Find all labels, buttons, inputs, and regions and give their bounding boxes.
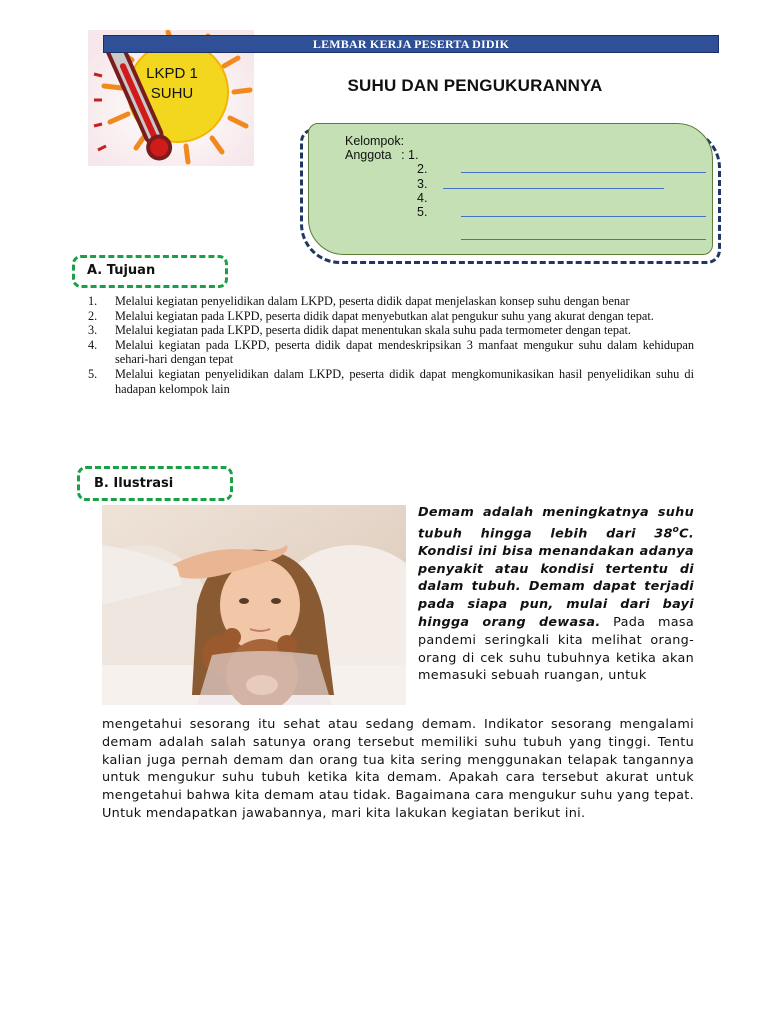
goal-text: Melalui kegiatan pada LKPD, peserta didik dapat menyebutkan alat pengukur suhu yang akurat dengan tepat. <box>115 308 654 323</box>
list-item <box>88 323 694 338</box>
group-fields <box>345 134 427 219</box>
goal-number: 2. <box>88 308 98 323</box>
sick-girl-photo <box>102 505 406 705</box>
fever-child-image-icon <box>102 505 406 705</box>
illustration-body-text: mengetahui sesorang itu sehat atau sedang demam. Indikator sesorang mengalami demam adalah salah satunya orang tersebut memiliki suhu tubuh yang tinggi. Tentu kalian juga pernah demam dan orang tua kita sering menggunakan telapak tangannya untuk mengukur suhu tubuh ketika kita demam. Apakah cara tersebut akurat untuk mengetahui bahwa kita demam atau tidak. Bagaimana cara mengukur suhu yang tepat. Untuk mendapatkan jawabannya, mari kita lakukan kegiatan berikut ini. <box>102 717 694 821</box>
degree-sup: o <box>672 524 680 535</box>
list-item <box>88 294 694 309</box>
member-line-extra[interactable] <box>461 239 706 240</box>
goal-number: 3. <box>88 323 98 338</box>
page-title: SUHU DAN PENGUKURANNYA <box>347 76 603 95</box>
intro-bold-2: C. Kondisi ini bisa menandakan adanya penyakit atau kondisi tertentu di dalam tubuh. Demam dapat terjadi pada siapa pun, mulai dari bayi hingga orang dewasa. <box>418 526 694 631</box>
goal-text: Melalui kegiatan penyelidikan dalam LKPD, peserta didik dapat mengkomunikasikan hasil penyelidikan suhu di hadapan kelompok lain <box>115 366 694 396</box>
logo-label <box>132 64 212 104</box>
anggota-row <box>345 148 427 162</box>
intro-rest: Pada masa pandemi seringkali kita melihat orang-orang di cek suhu tubuhnya ketika akan memasuki sebuah ruangan, untuk <box>418 615 694 684</box>
logo-line-1: LKPD 1 <box>146 65 198 82</box>
member-line-2[interactable] <box>461 172 706 173</box>
kelompok-label: Kelompok: <box>345 134 405 148</box>
goal-number: 5. <box>88 366 98 381</box>
section-a-tag: A. Tujuan <box>72 255 228 288</box>
goal-text: Melalui kegiatan pada LKPD, peserta didik dapat menentukan skala suhu pada termometer dengan tepat. <box>115 323 631 338</box>
goal-text: Melalui kegiatan penyelidikan dalam LKPD, peserta didik dapat menjelaskan konsep suhu dengan benar <box>115 294 630 308</box>
goal-number: 4. <box>88 337 98 352</box>
header-bar: LEMBAR KERJA PESERTA DIDIK <box>103 35 719 53</box>
logo-line-2: SUHU <box>150 85 194 102</box>
intro-bold-1: Demam adalah meningkatnya suhu tubuh hingga lebih dari 38 <box>418 505 694 542</box>
goal-text: Melalui kegiatan pada LKPD, peserta didik dapat mendeskripsikan 3 manfaat mengukur suhu dalam kehidupan sehari-hari dengan tepat <box>115 337 694 367</box>
list-item <box>88 338 694 367</box>
member-1: : 1. <box>401 148 419 163</box>
list-item <box>88 309 694 324</box>
member-2: 2. <box>417 162 428 177</box>
anggota-label: Anggota <box>345 148 392 163</box>
goal-number: 1. <box>88 294 98 308</box>
section-b-tag: B. Ilustrasi <box>77 466 233 501</box>
member-4: 4. <box>417 190 428 205</box>
list-item <box>88 367 694 396</box>
member-line-3[interactable] <box>443 188 664 189</box>
member-line-5[interactable] <box>461 216 706 217</box>
goals-list <box>88 294 694 396</box>
illustration-side-text <box>418 504 694 685</box>
member-5: 5. <box>417 205 428 220</box>
member-3: 3. <box>417 176 428 191</box>
